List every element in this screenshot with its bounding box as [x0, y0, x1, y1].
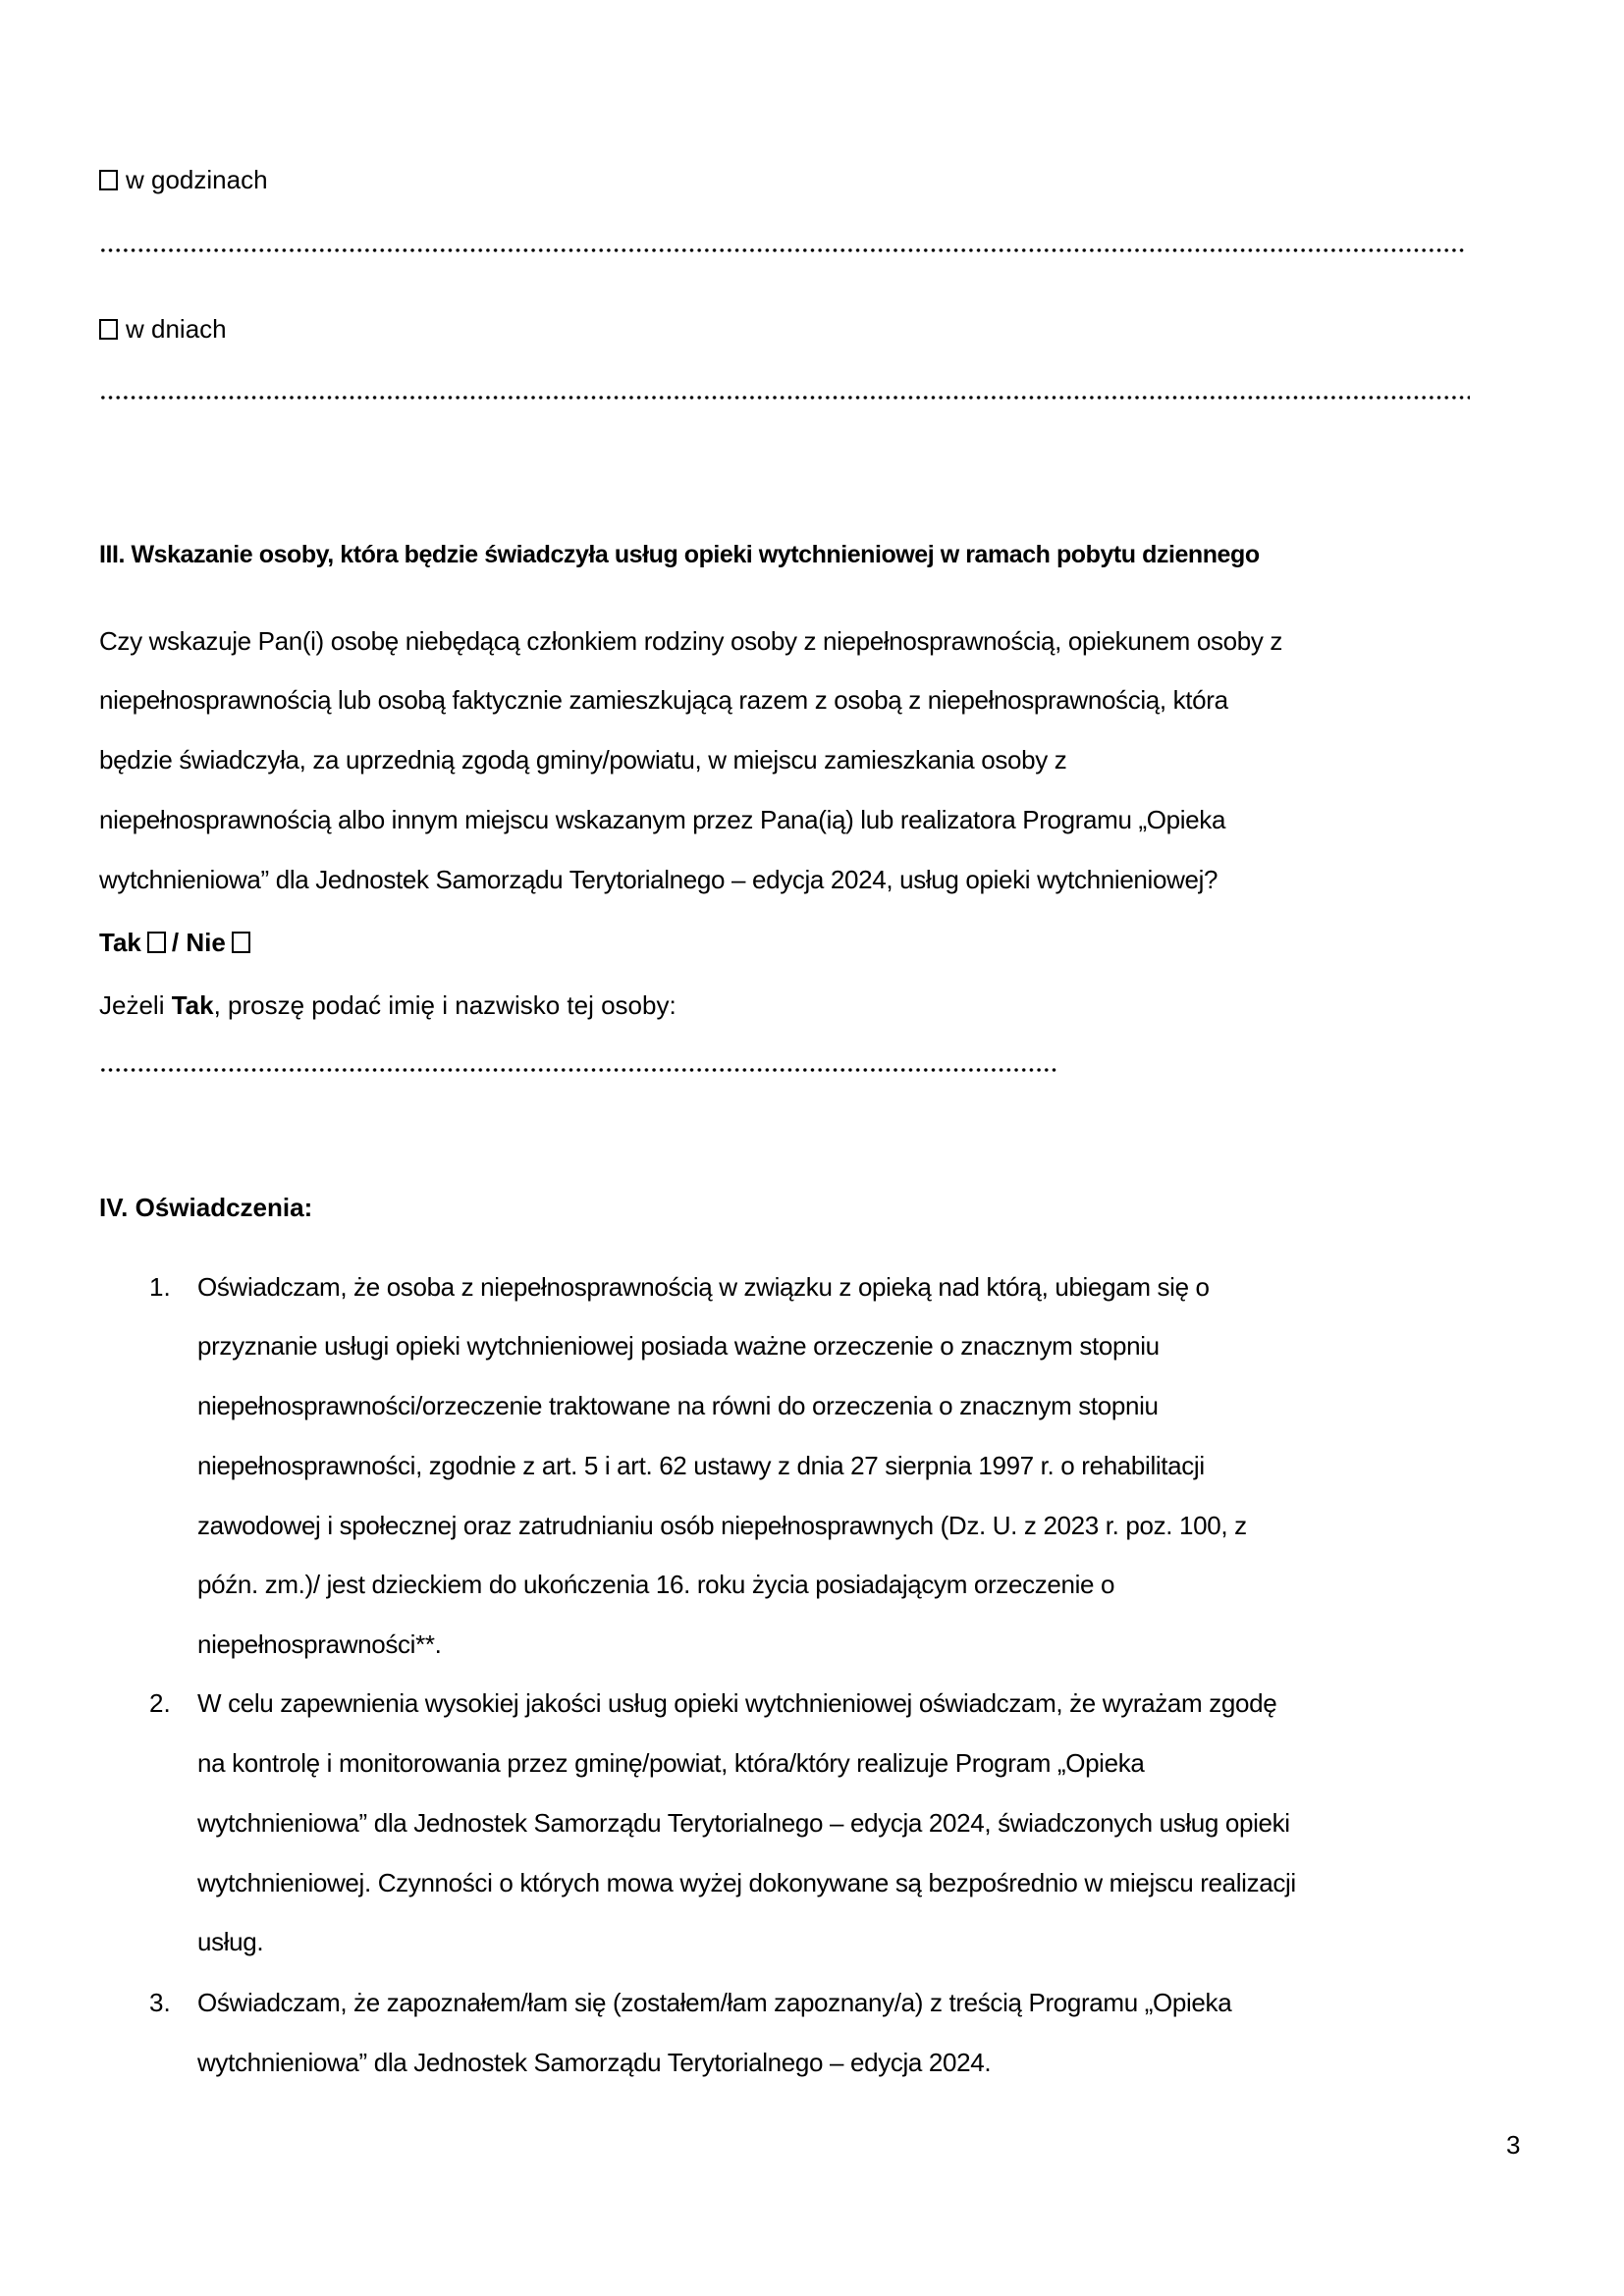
choice-separator: / [171, 928, 180, 957]
statement-number: 2. [149, 1688, 171, 1718]
hours-option [99, 163, 268, 196]
statement-number: 1. [149, 1272, 171, 1302]
section-4-heading: IV. Oświadczenia: [99, 1193, 313, 1222]
question-line: niepełnosprawnością lub osobą faktycznie zamieszkującą razem z osobą z niepełnosprawnością, która [99, 685, 1228, 715]
statement-line: niepełnosprawności**. [197, 1629, 442, 1659]
hours-label: w godzinach [126, 165, 268, 194]
days-checkbox[interactable] [99, 319, 118, 340]
no-label: Nie [186, 928, 226, 957]
question-line: wytchnieniowa” dla Jednostek Samorządu Terytorialnego – edycja 2024, usług opieki wytchnieniowej? [99, 865, 1218, 894]
if-yes-bold: Tak [171, 990, 214, 1020]
statement-line: usług. [197, 1927, 264, 1956]
if-yes-instruction [99, 988, 677, 1022]
statement-line: niepełnosprawności/orzeczenie traktowane na równi do orzeczenia o znacznym stopniu [197, 1391, 1159, 1420]
statement-line: W celu zapewnienia wysokiej jakości usług opieki wytchnieniowej oświadczam, że wyrażam zgodę [197, 1688, 1277, 1718]
section-3-heading: III. Wskazanie osoby, która będzie świadczyła usług opieki wytchnieniowej w ramach pobytu dziennego [99, 541, 1260, 568]
statement-line: Oświadczam, że osoba z niepełnosprawnością w związku z opieką nad którą, ubiegam się o [197, 1272, 1210, 1302]
hours-checkbox[interactable] [99, 170, 118, 190]
statement-line: niepełnosprawności, zgodnie z art. 5 i art. 62 ustawy z dnia 27 sierpnia 1997 r. o rehabilitacji [197, 1451, 1205, 1480]
page-number: 3 [1506, 2130, 1521, 2160]
statement-line: przyznanie usługi opieki wytchnieniowej posiada ważne orzeczenie o znacznym stopniu [197, 1331, 1160, 1361]
no-checkbox[interactable] [232, 932, 250, 953]
statement-line: wytchnieniowej. Czynności o których mowa wyżej dokonywane są bezpośrednio w miejscu realizacji [197, 1868, 1296, 1897]
yes-no-choice [99, 926, 256, 959]
if-yes-suffix: , proszę podać imię i nazwisko tej osoby: [213, 990, 677, 1020]
question-line: niepełnosprawnością albo innym miejscu wskazanym przez Pana(ią) lub realizatora Programu „Opieka [99, 805, 1226, 834]
question-line: będzie świadczyła, za uprzednią zgodą gminy/powiatu, w miejscu zamieszkania osoby z [99, 745, 1067, 774]
if-yes-prefix: Jeżeli [99, 990, 172, 1020]
statement-line: wytchnieniowa” dla Jednostek Samorządu Terytorialnego – edycja 2024. [197, 2048, 992, 2077]
statement-line: zawodowej i społecznej oraz zatrudnianiu osób niepełnosprawnych (Dz. U. z 2023 r. poz. 100, z [197, 1511, 1247, 1540]
yes-label: Tak [99, 928, 141, 957]
question-line: Czy wskazuje Pan(i) osobę niebędącą członkiem rodziny osoby z niepełnosprawnością, opiekunem osoby z [99, 626, 1282, 656]
days-fill-line[interactable] [99, 396, 1470, 400]
days-label: w dniach [126, 314, 227, 344]
days-option [99, 312, 227, 346]
statement-line: późn. zm.)/ jest dzieckiem do ukończenia 16. roku życia posiadającym orzeczenie o [197, 1570, 1115, 1599]
statement-line: na kontrolę i monitorowania przez gminę/powiat, która/który realizuje Program „Opieka [197, 1748, 1145, 1778]
statement-line: wytchnieniowa” dla Jednostek Samorządu Terytorialnego – edycja 2024, świadczonych usług opieki [197, 1808, 1290, 1838]
hours-fill-line[interactable] [99, 248, 1466, 252]
statement-line: Oświadczam, że zapoznałem/łam się (zostałem/łam zapoznany/a) z treścią Programu „Opieka [197, 1988, 1232, 2017]
statement-number: 3. [149, 1988, 171, 2017]
yes-checkbox[interactable] [147, 932, 166, 953]
person-name-fill-line[interactable] [99, 1068, 1056, 1072]
